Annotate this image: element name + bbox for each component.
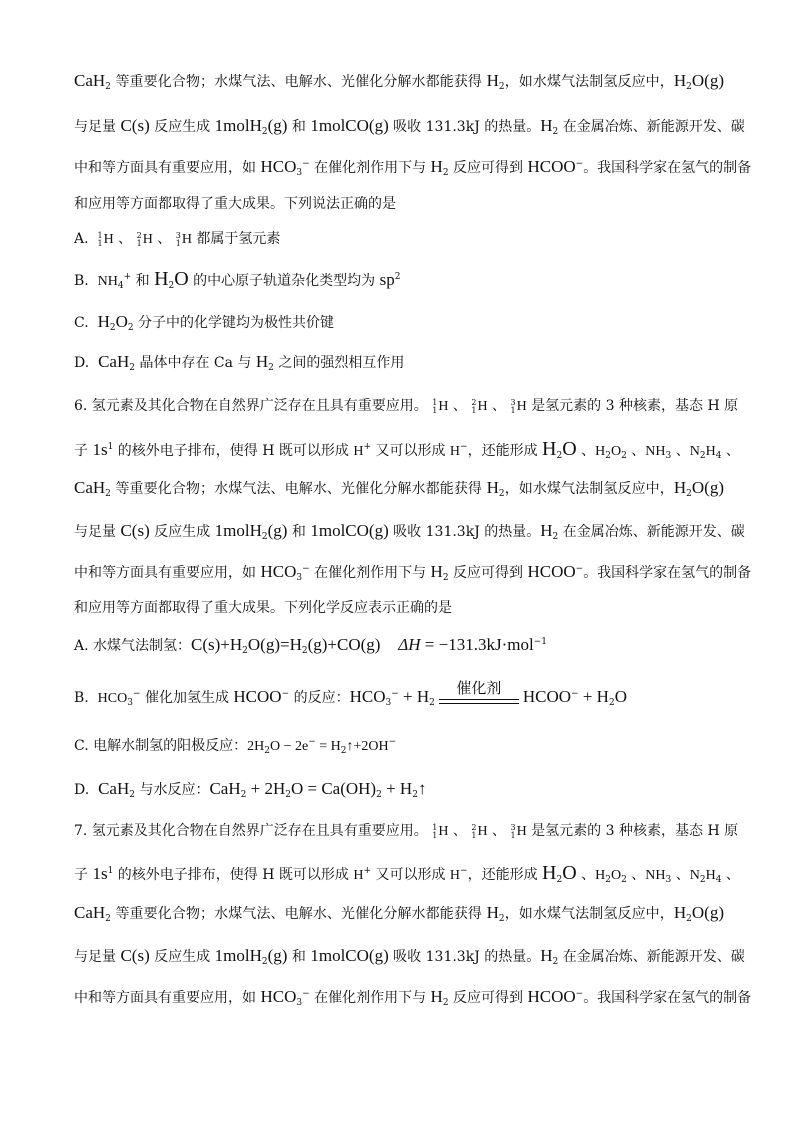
q6-stem-line-3: 中和等方面具有重要应用，如 $HCO_3^-$ 在催化剂作用下与 $H_2$ 反应可得到 HCOO−。我国科学家在氢气的制备 (74, 562, 752, 583)
q5-option-b[interactable]: B. $NH_4^+$ 和 $H_2O$ 的中心原子轨道杂化类型均为 $sp^2$ (74, 268, 401, 291)
catalyst-equals-sign: 催化剂 (439, 697, 519, 704)
q6-stem-line-2: 与足量 C(s) 反应生成 1molH$_2$(g) 和 1molCO(g) 吸收 131.3kJ 的热量。$H_2$ 在金属冶炼、新能源开发、碳 (74, 521, 745, 542)
q6-option-a[interactable]: A. 水煤气法制氢：$C(s)+H_2O(g)=H_2(g)+CO(g)$ ΔH = −131.3kJ·mol$^{-1}$ (74, 635, 547, 656)
q5-option-c[interactable]: C. $H_2O_2$ 分子中的化学键均为极性共价键 (74, 312, 335, 333)
q5-option-a[interactable]: A. 1 1 H 、 2 1 H 、 3 1 H 都属于氢元素 (74, 231, 281, 248)
q6-stem-line-1: CaH$_2$ 等重要化合物；水煤气法、电解水、光催化分解水都能获得 $H_2$，如水煤气法制氢反应中，$H_2O(g)$ (74, 478, 725, 499)
q5-stem-line-1: CaH$_2$ 等重要化合物；水煤气法、电解水、光催化分解水都能获得 $H_2$，如水煤气法制氢反应中，$H_2O(g)$ (74, 71, 725, 92)
q7-intro-line-1: 7. 氢元素及其化合物在自然界广泛存在且具有重要应用。 1 1 H 、 2 1 H 、 3 1 H 是氢元素的 3 种核素，基态 H 原 (74, 823, 739, 840)
q7-stem-line-2: 与足量 C(s) 反应生成 1molH$_2$(g) 和 1molCO(g) 吸收 131.3kJ 的热量。$H_2$ 在金属冶炼、新能源开发、碳 (74, 946, 745, 967)
q6-option-c[interactable]: C. 电解水制氢的阳极反应：$2H_2O - 2e^-$ = $H_2↑+2OH^-$ (74, 737, 397, 756)
q6-stem-line-4: 和应用等方面都取得了重大成果。下列化学反应表示正确的是 (74, 600, 452, 616)
q7-stem-line-3: 中和等方面具有重要应用，如 $HCO_3^-$ 在催化剂作用下与 $H_2$ 反应可得到 HCOO−。我国科学家在氢气的制备 (74, 987, 752, 1008)
q6-option-d[interactable]: D. CaH$_2$ 与水反应：$CaH_2 + 2H_2O = Ca(OH)_2$ + $H_2↑$ (74, 779, 427, 800)
q7-stem-line-1: CaH$_2$ 等重要化合物；水煤气法、电解水、光催化分解水都能获得 $H_2$，如水煤气法制氢反应中，$H_2O(g)$ (74, 903, 725, 924)
q6-option-b[interactable]: B. $HCO_3^-$ 催化加氢生成 HCOO− 的反应：$HCO_3^- + H_2$ 催化剂 HCOO− + $H_2O$ (74, 679, 627, 708)
q5-option-d[interactable]: D. CaH$_2$ 晶体中存在 Ca 与 $H_2$ 之间的强烈相互作用 (74, 352, 405, 373)
q5-stem-line-3: 中和等方面具有重要应用，如 $HCO_3^-$ 在催化剂作用下与 $H_2$ 反应可得到 HCOO−。我国科学家在氢气的制备 (74, 157, 752, 178)
q7-intro-line-2: 子 $1s^1$ 的核外电子排布，使得 H 既可以形成 H+ 又可以形成 H−，还能形成 $H_2O$ 、$H_2O_2$ 、$NH_3$ 、$N_2H_4$ 、 (74, 862, 740, 885)
q6-intro-line-2: 子 $1s^1$ 的核外电子排布，使得 H 既可以形成 H+ 又可以形成 H−，还能形成 $H_2O$ 、$H_2O_2$ 、$NH_3$ 、$N_2H_4$ 、 (74, 438, 740, 461)
q5-stem-line-2: 与足量 C(s) 反应生成 1molH$_2$(g) 和 1molCO(g) 吸收 131.3kJ 的热量。$H_2$ 在金属冶炼、新能源开发、碳 (74, 116, 745, 137)
q6-intro-line-1: 6. 氢元素及其化合物在自然界广泛存在且具有重要应用。 1 1 H 、 2 1 H 、 3 1 H 是氢元素的 3 种核素，基态 H 原 (74, 398, 739, 415)
q5-stem-line-4: 和应用等方面都取得了重大成果。下列说法正确的是 (74, 196, 396, 212)
